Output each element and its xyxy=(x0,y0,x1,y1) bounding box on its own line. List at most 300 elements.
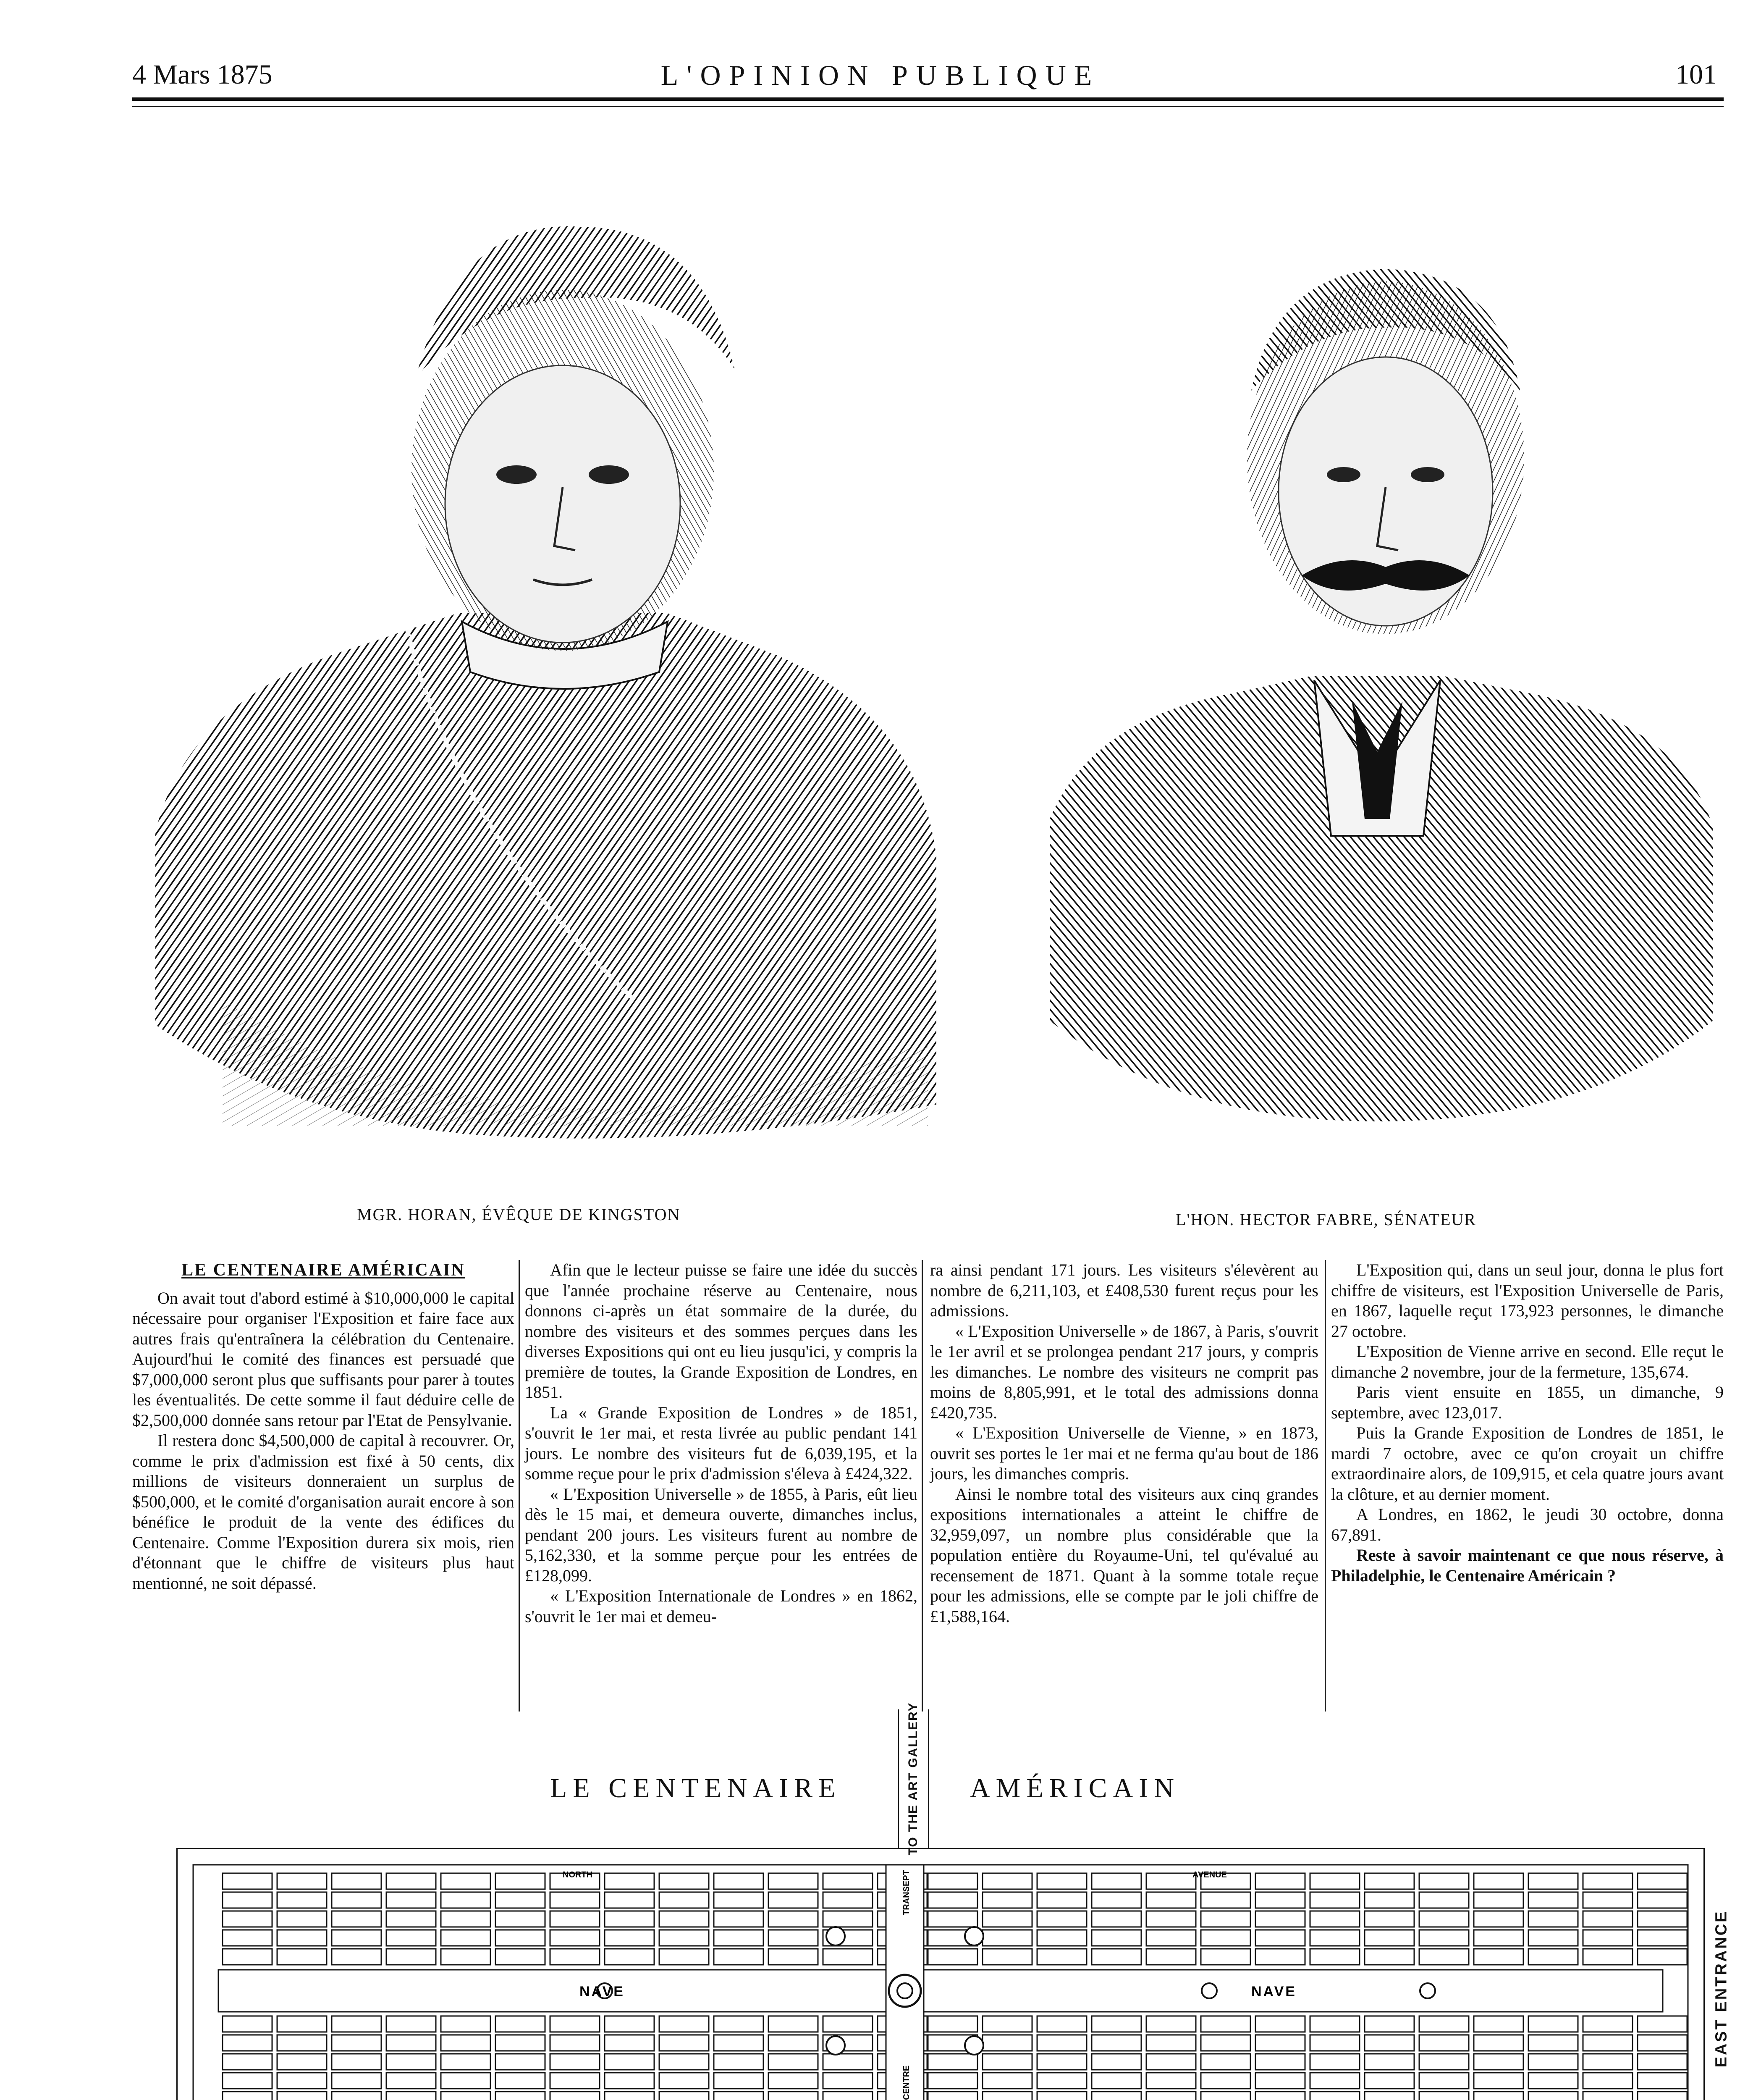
plan-cell xyxy=(1528,2016,1578,2032)
plan-cell xyxy=(495,2054,545,2070)
plan-cell xyxy=(823,1911,873,1927)
plan-cell xyxy=(495,2092,545,2100)
plan-cell xyxy=(1583,2054,1633,2070)
plan-cell xyxy=(714,1949,763,1965)
nave-label-left: NAVE xyxy=(579,1984,625,2000)
plan-cell xyxy=(223,2016,272,2032)
plan-cell xyxy=(1419,1873,1469,1889)
plan-cell xyxy=(550,2035,600,2051)
plan-cell xyxy=(441,2054,490,2070)
plan-cell xyxy=(1474,1911,1523,1927)
plan-cell xyxy=(1201,2035,1250,2051)
plan-cell xyxy=(1638,1930,1687,1946)
plan-cell xyxy=(659,2092,709,2100)
plan-cell xyxy=(1310,1892,1360,1908)
plan-cell xyxy=(386,2054,436,2070)
plan-cell xyxy=(714,2016,763,2032)
plan-cell xyxy=(1201,1930,1250,1946)
plan-cell xyxy=(605,1949,654,1965)
page-number: 101 xyxy=(1675,59,1717,90)
plan-cell xyxy=(1146,1949,1196,1965)
plan-cell xyxy=(1528,2035,1578,2051)
plan-cell xyxy=(714,1873,763,1889)
plan-cell xyxy=(386,2092,436,2100)
plan-cell xyxy=(332,1873,381,1889)
article-paragraph: La « Grande Exposition de Londres » de 1851, s'ouvrit le 1er mai, et resta livrée au public pendant 141 jours. Le nombre des visiteurs fut de 6,039,195, et la somme reçue pour le prix d'admission s'éleva à £424,322. xyxy=(525,1403,917,1483)
plan-cell xyxy=(1419,1892,1469,1908)
plan-cell xyxy=(714,1930,763,1946)
plan-cell xyxy=(1310,1873,1360,1889)
plan-cell xyxy=(928,2073,977,2089)
article-paragraph: Puis la Grande Exposition de Londres de 1851, le mardi 7 octobre, avec ce qu'on croyait un chiffre extraordinaire alors, de 109,915, et cela quatre jours avant la clôture, et au dernier moment. xyxy=(1331,1423,1724,1504)
plan-cell xyxy=(386,1892,436,1908)
plan-cell xyxy=(928,2054,977,2070)
plan-cell xyxy=(1037,1892,1087,1908)
plan-cell xyxy=(386,2016,436,2032)
plan-cell xyxy=(441,2092,490,2100)
centre-fountain xyxy=(889,1975,921,2007)
nave-band xyxy=(218,1970,1663,2012)
plan-cell xyxy=(441,2016,490,2032)
plan-cell xyxy=(386,1949,436,1965)
plan-cell xyxy=(1528,1892,1578,1908)
plan-cell xyxy=(441,2035,490,2051)
plan-cell xyxy=(277,2092,327,2100)
plan-cell xyxy=(605,1892,654,1908)
article-paragraph: A Londres, en 1862, le jeudi 30 octobre, donna 67,891. xyxy=(1331,1505,1724,1544)
plan-cell xyxy=(928,1949,977,1965)
plan-cell xyxy=(659,1911,709,1927)
article-paragraph: Il restera donc $4,500,000 de capital à recouvrer. Or, comme le prix d'admission est fixé à 50 cents, dix millions de visiteurs donneraient un surplus de $500,000, et le comité d'organisation aurait encore à son bénéfice le produit de la vente des édifices du Centenaire. Comme l'Exposition durera six mois, rien d'étonnant que le chiffre de visiteurs plus haut mentionné, ne soit dépassé. xyxy=(132,1431,514,1593)
plan-cell xyxy=(386,1873,436,1889)
plan-cell xyxy=(823,1949,873,1965)
plan-cell xyxy=(277,1930,327,1946)
plan-cell xyxy=(1365,2073,1414,2089)
plan-cell xyxy=(386,1930,436,1946)
plan-cell xyxy=(1365,2016,1414,2032)
plan-cell xyxy=(1201,2073,1250,2089)
plan-cell xyxy=(605,1930,654,1946)
plan-cell xyxy=(1201,2054,1250,2070)
plan-cell xyxy=(1638,2073,1687,2089)
plan-cell xyxy=(441,1949,490,1965)
plan-cell xyxy=(1092,1911,1141,1927)
plan-cell xyxy=(714,2054,763,2070)
plan-cell xyxy=(605,2054,654,2070)
plan-cell xyxy=(823,2092,873,2100)
plan-cell xyxy=(1310,2016,1360,2032)
plan-cell xyxy=(277,2054,327,2070)
header-rule-thin xyxy=(132,106,1724,107)
plan-cell xyxy=(1310,1930,1360,1946)
transept-label: TRANSEPT xyxy=(902,1870,911,1915)
plan-cell xyxy=(983,1873,1032,1889)
plan-cell xyxy=(223,2035,272,2051)
journal-title: L'OPINION PUBLIQUE xyxy=(660,59,1101,91)
plan-cell xyxy=(1474,2073,1523,2089)
plan-cell xyxy=(332,1949,381,1965)
plan-cell xyxy=(605,2035,654,2051)
plan-cell xyxy=(1255,2016,1305,2032)
plan-cell xyxy=(1146,2073,1196,2089)
plan-cell xyxy=(550,2092,600,2100)
plan-cell xyxy=(605,2016,654,2032)
plan-cell xyxy=(1037,1949,1087,1965)
column-divider xyxy=(922,1260,923,1712)
plan-cell xyxy=(332,2073,381,2089)
plan-cell xyxy=(1583,2035,1633,2051)
plan-cell xyxy=(1201,2092,1250,2100)
article-paragraph: « L'Exposition Universelle » de 1867, à Paris, s'ouvrit le 1er avril et se prolongea pendant 217 jours, y compris les dimanches. Le nombre des visiteurs ne comprit pas moins de 8,805,991, et le total des admissions donna £420,735. xyxy=(930,1321,1318,1422)
plan-cell xyxy=(550,1892,600,1908)
plan-cell xyxy=(1146,1873,1196,1889)
plan-cell xyxy=(714,2092,763,2100)
issue-date: 4 Mars 1875 xyxy=(132,59,273,90)
plan-cell xyxy=(1638,1892,1687,1908)
plan-cell xyxy=(1201,1949,1250,1965)
plan-cell xyxy=(768,1873,818,1889)
plan-cell xyxy=(1146,1892,1196,1908)
plan-cell xyxy=(550,1930,600,1946)
plan-cell xyxy=(223,2054,272,2070)
plan-cell xyxy=(928,1892,977,1908)
plan-cell xyxy=(441,2073,490,2089)
plan-cell xyxy=(983,1930,1032,1946)
fountain xyxy=(965,1927,983,1945)
plan-cell xyxy=(1037,1873,1087,1889)
plan-cell xyxy=(277,2016,327,2032)
plan-cell xyxy=(332,2054,381,2070)
article-paragraph: Afin que le lecteur puisse se faire une idée du succès que l'année prochaine réserve au Centenaire, nous donnons ci-après un état sommaire de la durée, du nombre des visiteurs et des sommes perçues dans les diverses Expositions qui ont eu lieu jusqu'ici, y compris la première de toutes, la Grande Exposition de Londres, en 1851. xyxy=(525,1260,917,1402)
article-paragraph: Reste à savoir maintenant ce que nous réserve, à Philadelphie, le Centenaire Américain ? xyxy=(1331,1546,1724,1585)
plan-cell xyxy=(983,2035,1032,2051)
plan-cell xyxy=(983,2054,1032,2070)
plan-cell xyxy=(768,1911,818,1927)
plan-cell xyxy=(659,1949,709,1965)
plan-cell xyxy=(1092,2073,1141,2089)
east-entrance-label: EAST ENTRANCE xyxy=(1712,1910,1730,2068)
plan-cell xyxy=(1365,1892,1414,1908)
plan-cell xyxy=(1310,2054,1360,2070)
plan-cell xyxy=(983,1949,1032,1965)
plan-cell xyxy=(495,1949,545,1965)
plan-cell xyxy=(714,2035,763,2051)
plan-cell xyxy=(1201,2016,1250,2032)
plan-cell xyxy=(1528,1930,1578,1946)
plan-cell xyxy=(768,1892,818,1908)
avenue-top-label: AVENUE xyxy=(1192,1870,1227,1880)
plan-cell xyxy=(223,2092,272,2100)
plan-cell xyxy=(1583,1873,1633,1889)
plan-cell xyxy=(441,1930,490,1946)
north-label: NORTH xyxy=(563,1870,593,1880)
plan-cell xyxy=(1092,1873,1141,1889)
caption-bishop: MGR. HORAN, ÉVÊQUE DE KINGSTON xyxy=(357,1205,681,1224)
article-paragraph: « L'Exposition Universelle de Vienne, » en 1873, ouvrit ses portes le 1er mai et ne ferma qu'au bout de 186 jours, les dimanches compris. xyxy=(930,1423,1318,1483)
article-paragraph: « L'Exposition Universelle » de 1855, à Paris, eût lieu dès le 15 mai, et demeura ouverte, dimanches inclus, pendant 200 jours. Les visiteurs furent au nombre de 5,162,330, et la somme perçue pour les entrées de £128,099. xyxy=(525,1484,917,1585)
plan-cell xyxy=(441,1892,490,1908)
plan-cell xyxy=(441,1911,490,1927)
plan-cell xyxy=(1419,2073,1469,2089)
plan-cell xyxy=(495,1873,545,1889)
centre-label: CENTRE xyxy=(902,2065,911,2100)
plan-cell xyxy=(1310,1949,1360,1965)
plan-cell xyxy=(1255,2054,1305,2070)
plan-cell xyxy=(550,1911,600,1927)
plan-cell xyxy=(768,2035,818,2051)
plan-cell xyxy=(1638,2016,1687,2032)
plan-cell xyxy=(1146,2035,1196,2051)
plan-cell xyxy=(1255,2092,1305,2100)
plan-cell xyxy=(823,2016,873,2032)
plan-cell xyxy=(1528,1949,1578,1965)
plan-cell xyxy=(1146,2016,1196,2032)
plan-cell xyxy=(1474,2092,1523,2100)
plan-title-right: AMÉRICAIN xyxy=(970,1773,1180,1803)
column-divider xyxy=(519,1260,520,1712)
plan-cell xyxy=(1638,1949,1687,1965)
plan-cell xyxy=(1365,2035,1414,2051)
plan-cell xyxy=(495,1911,545,1927)
plan-cell xyxy=(1474,1949,1523,1965)
plan-cell xyxy=(823,2073,873,2089)
plan-cell xyxy=(277,2035,327,2051)
fountain xyxy=(1202,1983,1217,1998)
plan-cell xyxy=(983,1911,1032,1927)
corridor-wall-left xyxy=(898,1709,899,1848)
plan-cell xyxy=(1419,2054,1469,2070)
plan-cell xyxy=(983,2016,1032,2032)
plan-cell xyxy=(1365,1911,1414,1927)
plan-cell xyxy=(1474,2035,1523,2051)
plan-cell xyxy=(1092,2092,1141,2100)
plan-cell xyxy=(768,2092,818,2100)
plan-cell xyxy=(928,1911,977,1927)
plan-cell xyxy=(1419,2092,1469,2100)
plan-cell xyxy=(659,1892,709,1908)
plan-cell xyxy=(1255,1930,1305,1946)
plan-cell xyxy=(1037,2073,1087,2089)
plan-cell xyxy=(823,1873,873,1889)
plan-cell xyxy=(1583,2092,1633,2100)
plan-cell xyxy=(1037,2092,1087,2100)
plan-cell xyxy=(1092,2054,1141,2070)
article-paragraph: Ainsi le nombre total des visiteurs aux cinq grandes expositions internationales a atteint le chiffre de 32,959,097, un nombre plus considérable que la population entière du Royaume-Uni, tel qu'évalué au recensement de 1871. Quant à la somme totale reçue pour les admissions, elle se compte par le joli chiffre de £1,588,164. xyxy=(930,1484,1318,1626)
plan-cell xyxy=(1201,1892,1250,1908)
plan-cell xyxy=(550,2054,600,2070)
article-column-2 xyxy=(525,1260,917,1627)
plan-cell xyxy=(1092,1949,1141,1965)
plan-cell xyxy=(223,1911,272,1927)
caption-fabre: L'HON. HECTOR FABRE, SÉNATEUR xyxy=(1176,1210,1476,1229)
plan-cell xyxy=(332,2016,381,2032)
article-paragraph: Paris vient ensuite en 1855, un dimanche, 9 septembre, avec 123,017. xyxy=(1331,1383,1724,1422)
plan-cell xyxy=(495,2016,545,2032)
plan-cell xyxy=(768,2073,818,2089)
plan-cell xyxy=(386,2035,436,2051)
fountain xyxy=(826,2036,845,2055)
plan-cell xyxy=(1528,2092,1578,2100)
plan-cell xyxy=(659,1930,709,1946)
plan-cell xyxy=(1419,1911,1469,1927)
plan-cell xyxy=(1528,1911,1578,1927)
plan-cell xyxy=(277,1911,327,1927)
plan-cell xyxy=(1528,2054,1578,2070)
plan-cell xyxy=(659,2016,709,2032)
plan-cell xyxy=(928,2016,977,2032)
plan-cell xyxy=(823,1892,873,1908)
plan-title-left: LE CENTENAIRE xyxy=(550,1773,841,1803)
article-paragraph: On avait tout d'abord estimé à $10,000,000 le capital nécessaire pour organiser l'Exposition et faire face aux autres frais qu'entraînera la célébration du Centenaire. Aujourd'hui le comité des finances est persuadé que $7,000,000 seront plus que suffisants pour parer à toutes les éventualités. De cette somme il faut déduire celle de $2,500,000 donnée sans retour par l'Etat de Pensylvanie. xyxy=(132,1288,514,1430)
plan-cell xyxy=(1583,1930,1633,1946)
plan-cell xyxy=(714,2073,763,2089)
plan-cell xyxy=(332,1930,381,1946)
header-rule-thick xyxy=(132,97,1724,101)
art-gallery-label: TO THE ART GALLERY xyxy=(906,1702,920,1856)
article-paragraph: ra ainsi pendant 171 jours. Les visiteurs s'élevèrent au nombre de 6,211,103, et £408,530 furent reçus pour les admissions. xyxy=(930,1260,1318,1320)
plan-cell xyxy=(223,1949,272,1965)
plan-cell xyxy=(768,1949,818,1965)
plan-cell xyxy=(983,1892,1032,1908)
plan-cell xyxy=(768,1930,818,1946)
article-column-4 xyxy=(1331,1260,1724,1586)
article-column-3 xyxy=(930,1260,1318,1627)
fountain xyxy=(1420,1983,1435,1998)
plan-cell xyxy=(1365,2092,1414,2100)
plan-cell xyxy=(714,1892,763,1908)
plan-cell xyxy=(1037,1911,1087,1927)
plan-cell xyxy=(1528,2073,1578,2089)
article-paragraph: « L'Exposition Internationale de Londres » en 1862, s'ouvrit le 1er mai et demeu- xyxy=(525,1586,917,1626)
plan-cell xyxy=(1583,2016,1633,2032)
plan-cell xyxy=(332,2092,381,2100)
plan-cell xyxy=(659,2054,709,2070)
plan-cell xyxy=(1419,1949,1469,1965)
floor-plan xyxy=(176,1848,1705,2100)
article-paragraph: L'Exposition qui, dans un seul jour, donna le plus fort chiffre de visiteurs, est l'Exposition Universelle de Paris, en 1867, laquelle reçut 173,923 personnes, le dimanche 27 octobre. xyxy=(1331,1260,1724,1341)
plan-cell xyxy=(1474,2016,1523,2032)
plan-cell xyxy=(768,2016,818,2032)
fountain xyxy=(965,2036,983,2055)
corridor-wall-right xyxy=(928,1709,929,1848)
article-title: LE CENTENAIRE AMÉRICAIN xyxy=(181,1260,465,1280)
plan-cell xyxy=(1474,1892,1523,1908)
plan-cell xyxy=(1146,2054,1196,2070)
plan-cell xyxy=(1037,2016,1087,2032)
plan-cell xyxy=(332,1911,381,1927)
plan-cell xyxy=(1146,1930,1196,1946)
plan-cell xyxy=(1146,1911,1196,1927)
plan-cell xyxy=(928,1873,977,1889)
plan-cell xyxy=(605,2073,654,2089)
plan-cell xyxy=(1092,1892,1141,1908)
plan-cell xyxy=(768,2054,818,2070)
portrait-bishop-horan xyxy=(139,202,957,1147)
plan-cell xyxy=(1583,1911,1633,1927)
plan-cell xyxy=(1201,1911,1250,1927)
plan-cell xyxy=(1638,2092,1687,2100)
plan-cell xyxy=(1310,2073,1360,2089)
plan-cell xyxy=(1638,2054,1687,2070)
plan-cell xyxy=(1037,2035,1087,2051)
column-divider xyxy=(1325,1260,1326,1712)
portrait-hector-fabre xyxy=(1041,223,1722,1130)
plan-cell xyxy=(605,1911,654,1927)
plan-cell xyxy=(223,1930,272,1946)
plan-cell xyxy=(277,2073,327,2089)
plan-cell xyxy=(1092,2016,1141,2032)
plan-cell xyxy=(277,1892,327,1908)
plan-cell xyxy=(1255,2035,1305,2051)
plan-cell xyxy=(495,2073,545,2089)
plan-cell xyxy=(1583,1949,1633,1965)
plan-cell xyxy=(714,1911,763,1927)
plan-cell xyxy=(550,1949,600,1965)
plan-cell xyxy=(1255,1892,1305,1908)
plan-cell xyxy=(1474,1930,1523,1946)
plan-cell xyxy=(1638,1873,1687,1889)
plan-cell xyxy=(1474,1873,1523,1889)
plan-cell xyxy=(1092,1930,1141,1946)
plan-cell xyxy=(332,1892,381,1908)
plan-cell xyxy=(1365,1930,1414,1946)
plan-cell xyxy=(1583,1892,1633,1908)
plan-cell xyxy=(1365,2054,1414,2070)
plan-cell xyxy=(1037,1930,1087,1946)
fountain xyxy=(826,1927,845,1945)
plan-cell xyxy=(1092,2035,1141,2051)
plan-cell xyxy=(441,1873,490,1889)
plan-cell xyxy=(1255,1911,1305,1927)
plan-cell xyxy=(495,2035,545,2051)
nave-label-right: NAVE xyxy=(1251,1984,1297,2000)
plan-cell xyxy=(277,1873,327,1889)
plan-cell xyxy=(1255,2073,1305,2089)
plan-cell xyxy=(1255,1949,1305,1965)
plan-cell xyxy=(1037,2054,1087,2070)
plan-cell xyxy=(332,2035,381,2051)
plan-cell xyxy=(1365,1949,1414,1965)
plan-cell xyxy=(223,1892,272,1908)
plan-cell xyxy=(1255,1873,1305,1889)
plan-cell xyxy=(1638,1911,1687,1927)
plan-cell xyxy=(659,1873,709,1889)
plan-cell xyxy=(495,1892,545,1908)
plan-cell xyxy=(223,2073,272,2089)
plan-cell xyxy=(550,2073,600,2089)
plan-cell xyxy=(1310,1911,1360,1927)
plan-cell xyxy=(605,1873,654,1889)
plan-cell xyxy=(928,2092,977,2100)
plan-cell xyxy=(1310,2035,1360,2051)
plan-cell xyxy=(550,2016,600,2032)
plan-cell xyxy=(386,1911,436,1927)
plan-cell xyxy=(659,2073,709,2089)
plan-cell xyxy=(1419,1930,1469,1946)
plan-cell xyxy=(1310,2092,1360,2100)
plan-cell xyxy=(386,2073,436,2089)
plan-cell xyxy=(1365,1873,1414,1889)
article-paragraph: L'Exposition de Vienne arrive en second. Elle reçut le dimanche 2 novembre, jour de la fermeture, 135,674. xyxy=(1331,1342,1724,1381)
plan-cell xyxy=(1583,2073,1633,2089)
plan-cell xyxy=(605,2092,654,2100)
plan-cell xyxy=(1419,2016,1469,2032)
plan-cell xyxy=(1146,2092,1196,2100)
plan-cell xyxy=(1528,1873,1578,1889)
plan-cell xyxy=(659,2035,709,2051)
plan-cell xyxy=(223,1873,272,1889)
article-column-1 xyxy=(132,1260,514,1593)
